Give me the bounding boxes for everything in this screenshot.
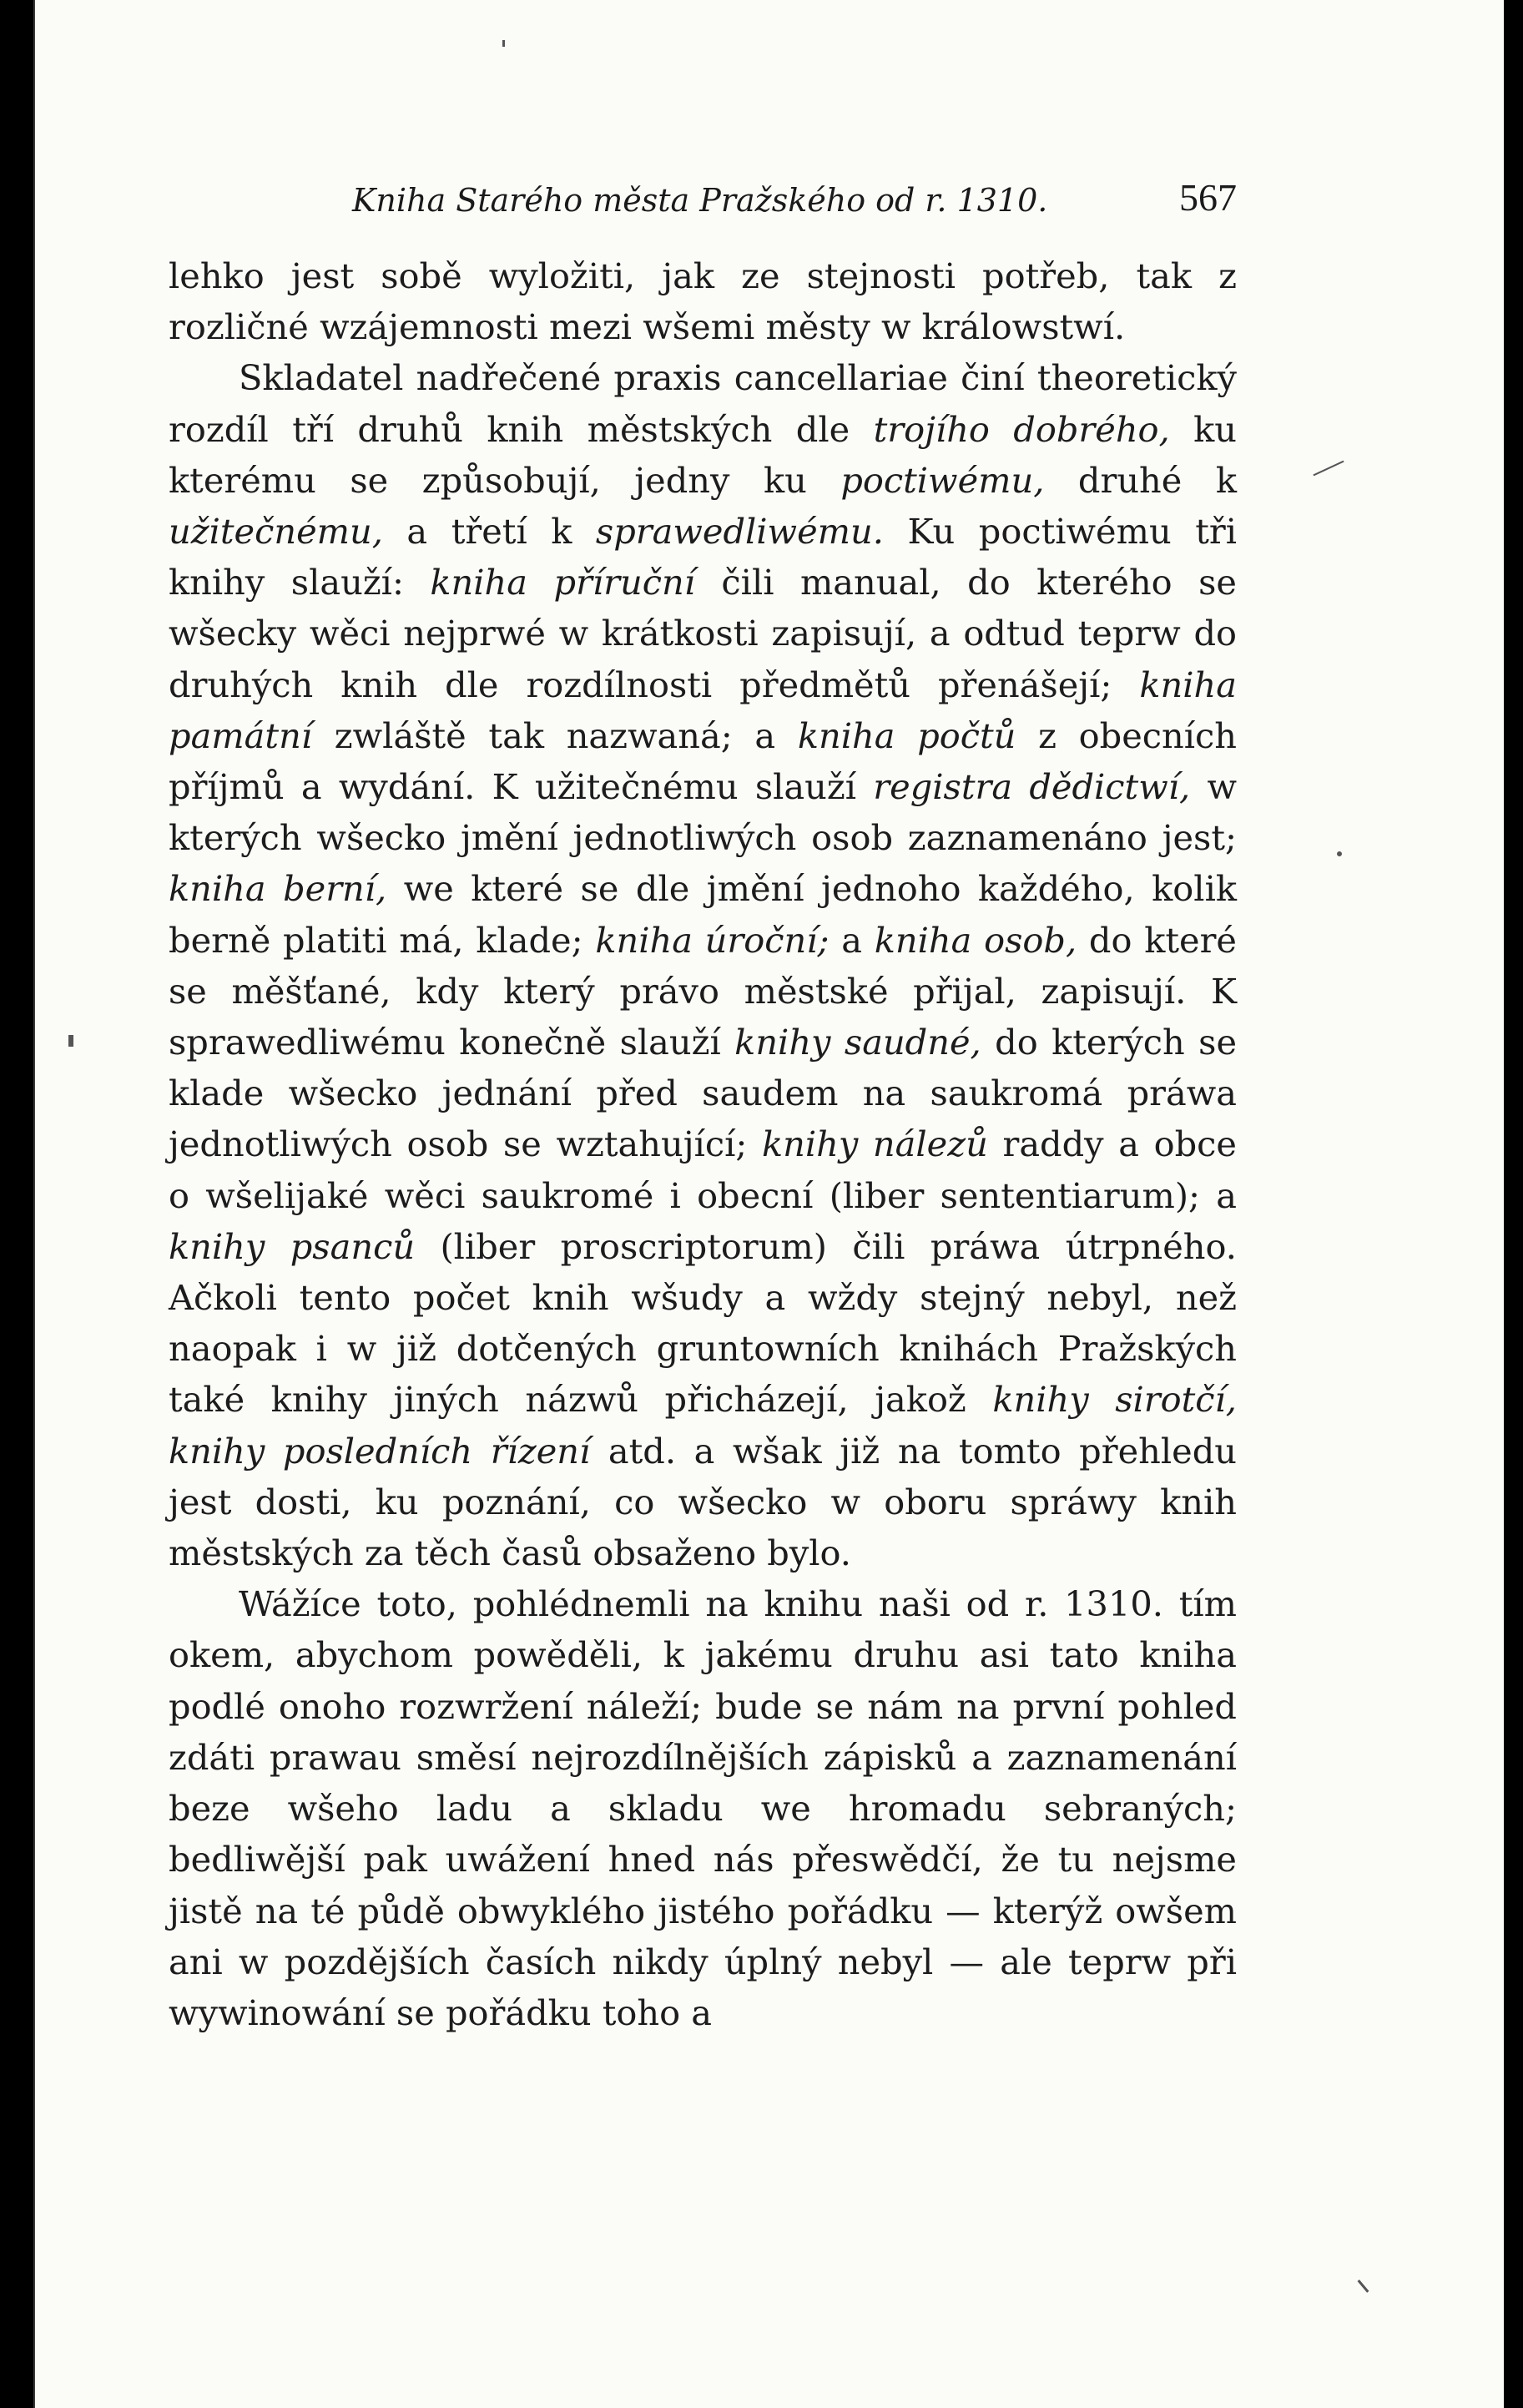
page-number: 567	[1179, 176, 1237, 219]
paragraph-3	[169, 1578, 1237, 2038]
text-run: druhé k	[1044, 459, 1237, 501]
paragraph-2	[169, 352, 1237, 1578]
text-run: (liber proscriptorum) čili práwa útrpného. Ačkoli tento počet knih wšudy a wždy stejný nebyl, než naopak i w již dotčených gruntowních knihách Pražských také knihy jiných názwů přicházejí, jakož	[169, 1225, 1237, 1421]
italic-run: kniha berní,	[169, 868, 387, 910]
italic-run: knihy psanců	[169, 1225, 416, 1267]
italic-run: knihy saudné,	[734, 1022, 981, 1063]
running-title: Kniha Starého města Pražského od r. 1310.	[352, 182, 1048, 219]
text-run: ku kterému se způsobují, jedny ku	[169, 408, 1238, 501]
text-run: atd. a wšak již na tomto přehledu jest dosti, ku poznání, co wšecko w oboru spráwy knih městských za těch časů obsaženo bylo.	[169, 1430, 1237, 1574]
scan-speck	[68, 1035, 73, 1047]
text-run: lehko jest sobě wyložiti, jak ze stejnosti potřeb, tak z rozličné wzájemnosti mezi wšemi městy w králowstwí.	[169, 255, 1237, 348]
italic-run: knihy nálezů	[761, 1123, 988, 1165]
text-run: we které se dle jmění jednoho každého, kolik berně platiti má, klade;	[169, 868, 1237, 961]
italic-run: knihy sirotčí, knihy posledních řízení	[169, 1379, 1237, 1472]
italic-run: kniha úroční;	[595, 919, 830, 961]
text-run: čili manual, do kterého se wšecky wěci nejprwé w krátkosti zapisují, a odtud teprw do druhých knih dle rozdílnosti předmětů přenášejí;	[169, 562, 1237, 705]
italic-run: kniha příruční	[430, 562, 695, 603]
page-header	[352, 175, 1237, 234]
italic-run: trojího dobrého,	[873, 408, 1170, 450]
text-run: do kterých se klade wšecko jednání před saudem na saukromá práwa jednotliwých osob se wztahující;	[169, 1022, 1238, 1165]
italic-run: kniha počtů	[797, 714, 1016, 756]
text-run: zwláště tak nazwaná; a	[312, 714, 798, 756]
italic-run: poctiwému,	[840, 459, 1045, 501]
text-run: a	[829, 919, 875, 961]
paragraph-1	[169, 250, 1237, 352]
text-run: raddy a obce o wšelijaké wěci saukromé i obecní (liber sententiarum); a	[169, 1123, 1237, 1216]
text-run: a třetí k	[382, 511, 596, 553]
scan-speck	[1337, 851, 1342, 856]
italic-run: kniha památní	[169, 664, 1237, 756]
text-run: Ku poctiwému tři knihy slauží:	[169, 511, 1237, 603]
text-run: Skladatel nadřečené praxis cancellariae činí theoretický rozdíl tří druhů knih městských dle	[169, 357, 1237, 450]
text-run: w kterých wšecko jmění jednotliwých osob zaznamenáno jest;	[169, 766, 1238, 859]
italic-run: registra dědictwí,	[873, 766, 1191, 808]
text-run: do které se měšťané, kdy který právo městské přijal, zapisují. K sprawedliwému konečně slauží	[169, 919, 1237, 1063]
text-run: z obecních příjmů a wydání. K užitečnému slauží	[169, 714, 1237, 808]
italic-run: sprawedliwému.	[595, 511, 884, 553]
text-run: Wážíce toto, pohlédnemli na knihu naši od r. 1310. tím okem, abychom powěděli, k jakému druhu asi tato kniha podlé onoho rozwržení náleží; bude se nám na první pohled zdáti prawau směsí nejrozdílnějších zápisků a zaznamenání beze wšeho ladu a skladu we hromadu sebraných; bedliwější pak uwážení hned nás přeswědčí, že tu nejsme jistě na té půdě obwyklého jistého pořádku — kterýž owšem ani w pozdějších časích nikdy úplný nebyl — ale teprw při wywinowání se pořádku toho a	[169, 1583, 1237, 2033]
italic-run: užitečnému,	[169, 511, 383, 553]
book-page	[33, 0, 1504, 2408]
scan-speck	[1313, 461, 1344, 477]
italic-run: kniha osob,	[874, 919, 1077, 961]
scan-speck	[1358, 2279, 1369, 2293]
scan-speck	[502, 40, 505, 47]
body-text	[169, 250, 1237, 2038]
